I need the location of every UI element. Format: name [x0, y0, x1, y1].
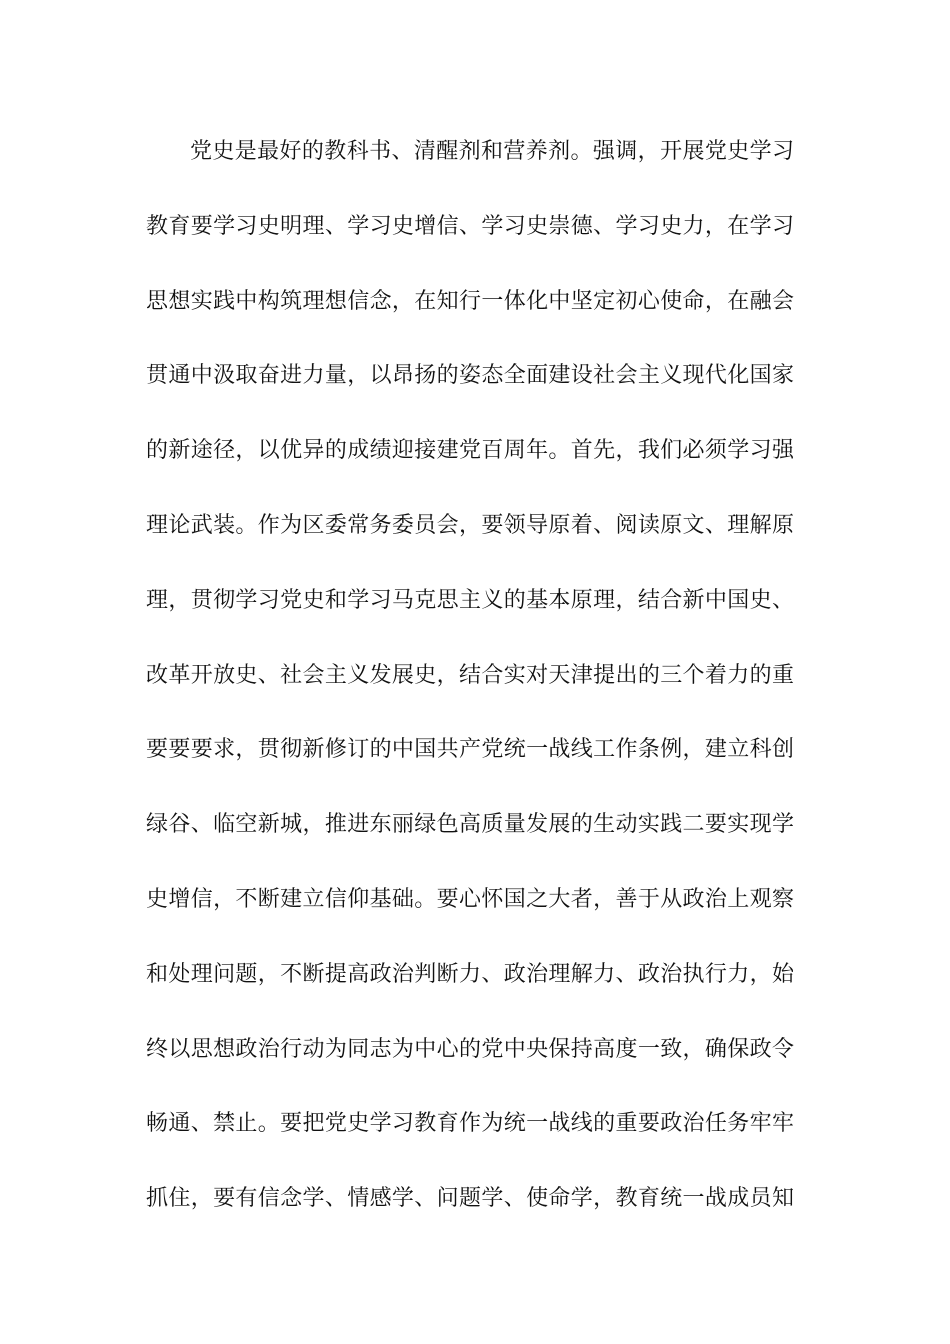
text-line: 理，贯彻学习党史和学习马克思主义的基本原理，结合新中国史、 [146, 587, 794, 613]
text-line: 贯通中汲取奋进力量，以昂扬的姿态全面建设社会主义现代化国家 [146, 363, 794, 389]
text-line: 史增信，不断建立信仰基础。要心怀国之大者，善于从政治上观察 [146, 886, 794, 912]
text-line: 教育要学习史明理、学习史增信、学习史崇德、学习史力，在学习 [146, 213, 794, 239]
body-paragraph [146, 130, 794, 1252]
text-line: 党史是最好的教科书、清醒剂和营养剂。强调，开展党史学习 [190, 139, 794, 164]
text-line: 的新途径，以优异的成绩迎接建党百周年。首先，我们必须学习强 [146, 438, 794, 464]
text-line: 畅通、禁止。要把党史学习教育作为统一战线的重要政治任务牢牢 [146, 1111, 794, 1137]
text-line: 改革开放史、社会主义发展史，结合实对天津提出的三个着力的重 [146, 662, 794, 688]
text-line: 理论武装。作为区委常务委员会，要领导原着、阅读原文、理解原 [146, 512, 794, 538]
text-line: 思想实践中构筑理想信念，在知行一体化中坚定初心使命，在融会 [146, 288, 794, 314]
text-line: 抓住，要有信念学、情感学、问题学、使命学，教育统一战成员知 [146, 1186, 794, 1212]
text-line: 和处理问题，不断提高政治判断力、政治理解力、政治执行力，始 [146, 961, 794, 987]
text-line: 绿谷、临空新城，推进东丽绿色高质量发展的生动实践二要实现学 [146, 812, 794, 838]
text-line: 要要要求，贯彻新修订的中国共产党统一战线工作条例，建立科创 [146, 737, 794, 763]
text-line: 终以思想政治行动为同志为中心的党中央保持高度一致，确保政令 [146, 1036, 794, 1062]
